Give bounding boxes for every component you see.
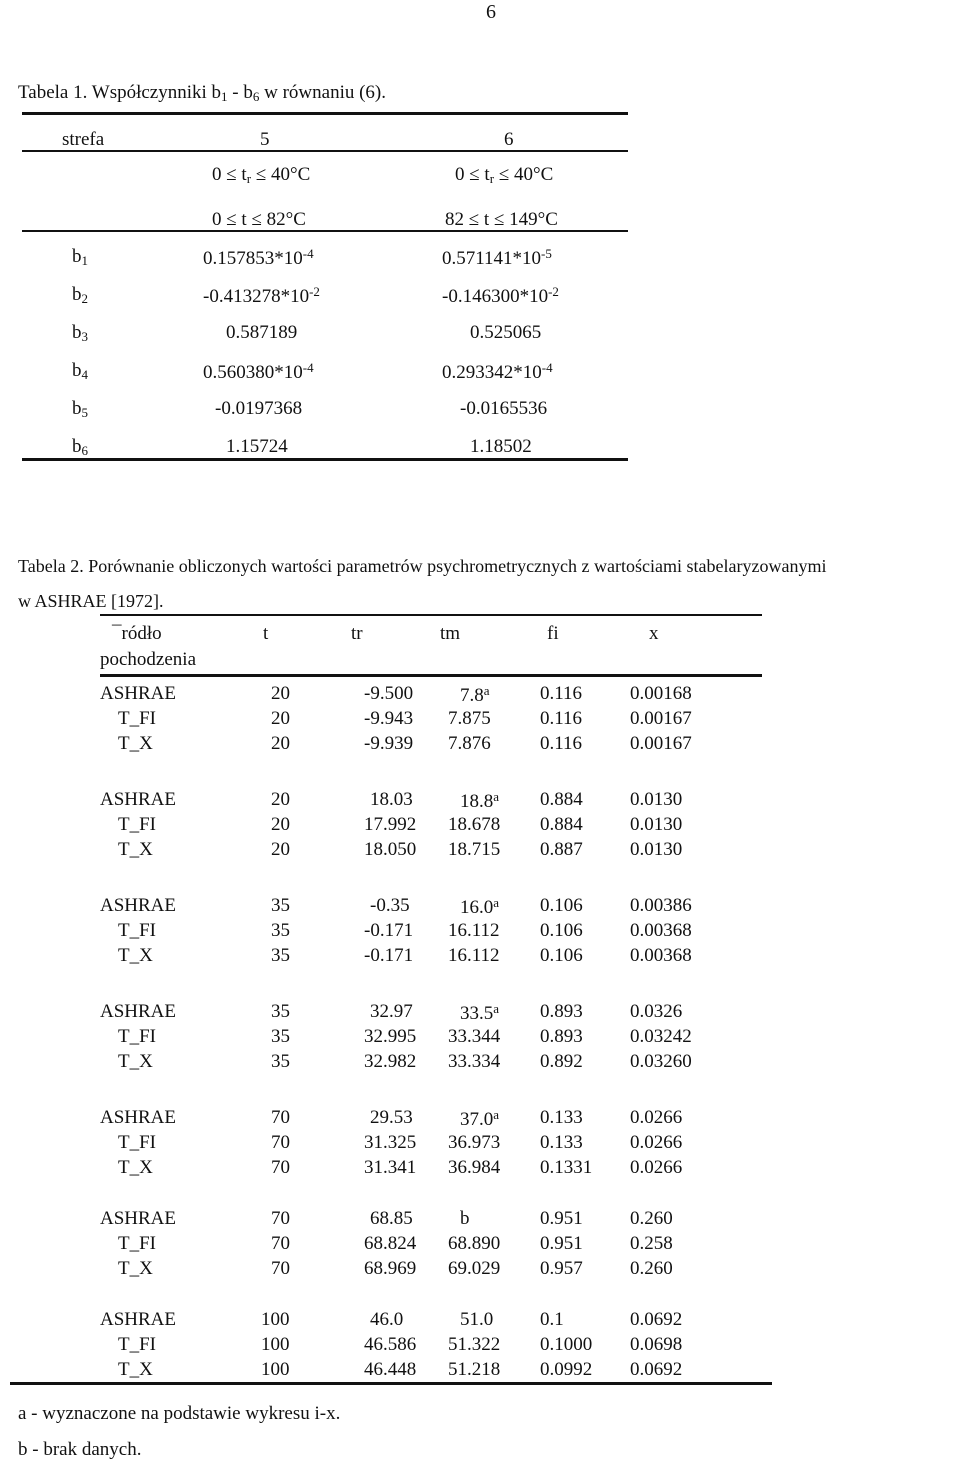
tm-value: 18.715 xyxy=(448,839,501,860)
source-cell: T_FI xyxy=(118,1233,156,1254)
footnote-mark: a xyxy=(493,789,500,804)
fi-cell: 0.106 xyxy=(540,945,583,966)
t-cell: 20 xyxy=(271,789,290,810)
fi-cell: 0.884 xyxy=(540,814,583,835)
x-cell: 0.00167 xyxy=(630,733,692,754)
t-cell: 70 xyxy=(271,1107,290,1128)
tm-cell xyxy=(448,1158,500,1177)
fi-cell: 0.884 xyxy=(540,789,583,810)
fi-cell: 0.106 xyxy=(540,920,583,941)
source-cell: ASHRAE xyxy=(100,1309,177,1330)
footnote-mark: a xyxy=(483,683,490,698)
footnote-mark: a xyxy=(493,1001,500,1016)
tm-value: 18.8 xyxy=(460,791,494,812)
x-cell: 0.00386 xyxy=(630,895,692,916)
tm-cell xyxy=(460,1002,499,1023)
coef-value: 0.571141*10 xyxy=(442,248,542,269)
tm-value: 33.344 xyxy=(448,1026,501,1047)
fi-cell: 0.116 xyxy=(540,708,583,729)
table1-bottom-rule xyxy=(22,458,628,461)
source-cell: ASHRAE xyxy=(100,1107,177,1128)
tm-value: 16.0 xyxy=(460,897,494,918)
table1-t-range-5: 0 ≤ t ≤ 82°C xyxy=(212,209,306,230)
header-source-2: pochodzenia xyxy=(100,649,197,670)
table1-header-rule xyxy=(22,150,628,152)
coef-exp: -2 xyxy=(309,284,320,299)
t-cell: 35 xyxy=(271,895,290,916)
fi-cell: 0.893 xyxy=(540,1001,583,1022)
fi-cell: 0.893 xyxy=(540,1026,583,1047)
x-cell: 0.258 xyxy=(630,1233,673,1254)
source-cell: T_FI xyxy=(118,1334,156,1355)
source-cell: T_X xyxy=(118,1359,153,1380)
source-cell: T_FI xyxy=(118,708,156,729)
coef-zone6 xyxy=(470,323,541,342)
coef-value: 0.587189 xyxy=(226,322,298,343)
tm-cell xyxy=(460,1209,470,1228)
coef-value: 1.18502 xyxy=(470,436,532,457)
footnote-mark: a xyxy=(493,1107,500,1122)
tr-cell: 68.969 xyxy=(364,1258,417,1279)
table1-t-range-6: 82 ≤ t ≤ 149°C xyxy=(445,209,558,230)
x-cell: 0.0692 xyxy=(630,1309,683,1330)
x-cell: 0.0266 xyxy=(630,1107,683,1128)
coef-label xyxy=(72,247,88,267)
source-cell: T_X xyxy=(118,1051,153,1072)
coef-zone6 xyxy=(460,399,547,418)
x-cell: 0.03242 xyxy=(630,1026,692,1047)
table1-tr-range-5 xyxy=(212,165,310,185)
fi-cell: 0.1331 xyxy=(540,1157,593,1178)
source-cell: ASHRAE xyxy=(100,683,177,704)
coef-base: b xyxy=(72,436,82,457)
header-tr: tr xyxy=(351,623,363,644)
coef-exp: -4 xyxy=(302,360,314,375)
range-text: 0 ≤ t xyxy=(212,164,247,185)
tm-cell xyxy=(448,1234,500,1253)
t-cell: 35 xyxy=(271,1051,290,1072)
tr-cell: 46.586 xyxy=(364,1334,417,1355)
source-cell: ASHRAE xyxy=(100,895,177,916)
x-cell: 0.0698 xyxy=(630,1334,683,1355)
coef-exp: -4 xyxy=(302,246,314,261)
fi-cell: 0.1000 xyxy=(540,1334,593,1355)
tm-cell xyxy=(460,1310,493,1329)
coef-exp: -4 xyxy=(541,360,553,375)
t-cell: 35 xyxy=(271,1001,290,1022)
x-cell: 0.03260 xyxy=(630,1051,692,1072)
x-cell: 0.0326 xyxy=(630,1001,683,1022)
coef-sub: 3 xyxy=(81,329,88,344)
source-cell: T_FI xyxy=(118,920,156,941)
tm-value: 33.334 xyxy=(448,1051,501,1072)
tm-cell xyxy=(448,1052,500,1071)
coef-value: 0.560380*10 xyxy=(203,362,303,383)
fi-cell: 0.106 xyxy=(540,895,583,916)
tr-cell: -9.943 xyxy=(364,708,414,729)
t-cell: 100 xyxy=(261,1309,290,1330)
footnote-a: a - wyznaczone na podstawie wykresu i-x. xyxy=(18,1403,341,1424)
source-cell: T_X xyxy=(118,945,153,966)
x-cell: 0.00368 xyxy=(630,945,692,966)
tr-cell: 68.824 xyxy=(364,1233,417,1254)
tr-cell: 46.448 xyxy=(364,1359,417,1380)
coef-label xyxy=(72,437,88,457)
range-text: 0 ≤ t xyxy=(455,164,490,185)
coef-zone6 xyxy=(442,361,553,382)
table1-caption xyxy=(18,83,386,103)
header-fi: fi xyxy=(547,623,559,644)
coef-label xyxy=(72,285,88,305)
tm-value: b xyxy=(460,1208,470,1229)
coef-base: b xyxy=(72,360,82,381)
t-cell: 20 xyxy=(271,733,290,754)
coef-base: b xyxy=(72,284,82,305)
tm-cell xyxy=(460,684,490,705)
table1-col-label: strefa xyxy=(62,129,105,150)
tm-value: 33.5 xyxy=(460,1003,494,1024)
range-text: ≤ 40°C xyxy=(494,164,554,185)
tm-cell xyxy=(448,1335,500,1354)
header-x: x xyxy=(649,623,659,644)
page-number: 6 xyxy=(486,1,496,23)
t-cell: 70 xyxy=(271,1233,290,1254)
x-cell: 0.00368 xyxy=(630,920,692,941)
tm-cell xyxy=(448,815,500,834)
fi-cell: 0.133 xyxy=(540,1132,583,1153)
coef-label xyxy=(72,323,88,343)
tm-value: 51.218 xyxy=(448,1359,501,1380)
fi-cell: 0.951 xyxy=(540,1233,583,1254)
t-cell: 70 xyxy=(271,1208,290,1229)
tm-value: 18.678 xyxy=(448,814,501,835)
tr-cell: -9.500 xyxy=(364,683,414,704)
t-cell: 20 xyxy=(271,708,290,729)
tm-value: 36.984 xyxy=(448,1157,501,1178)
fi-cell: 0.133 xyxy=(540,1107,583,1128)
tr-cell: -9.939 xyxy=(364,733,414,754)
coef-zone5 xyxy=(203,247,314,268)
x-cell: 0.00167 xyxy=(630,708,692,729)
source-cell: T_X xyxy=(118,839,153,860)
tr-cell: 32.97 xyxy=(370,1001,413,1022)
table1-zone-5: 5 xyxy=(260,129,270,150)
coef-sub: 6 xyxy=(81,443,88,458)
caption-sub: 1 xyxy=(221,89,228,104)
tr-cell: 18.03 xyxy=(370,789,413,810)
table2-caption-line2: w ASHRAE [1972]. xyxy=(18,591,164,611)
t-cell: 20 xyxy=(271,839,290,860)
coef-value: 0.525065 xyxy=(470,322,542,343)
tr-cell: 17.992 xyxy=(364,814,417,835)
x-cell: 0.0130 xyxy=(630,814,683,835)
tm-value: 16.112 xyxy=(448,920,500,941)
t-cell: 70 xyxy=(271,1157,290,1178)
t-cell: 20 xyxy=(271,814,290,835)
source-cell: ASHRAE xyxy=(100,1208,177,1229)
fi-cell: 0.1 xyxy=(540,1309,564,1330)
coef-sub: 1 xyxy=(81,253,88,268)
table2-top-rule xyxy=(100,614,762,616)
tm-cell xyxy=(448,840,500,859)
coef-base: b xyxy=(72,246,82,267)
coef-value: 1.15724 xyxy=(226,436,288,457)
x-cell: 0.0692 xyxy=(630,1359,683,1380)
coef-value: 0.293342*10 xyxy=(442,362,542,383)
footnote-b: b - brak danych. xyxy=(18,1439,142,1460)
coef-zone6 xyxy=(442,285,559,306)
tr-cell: -0.35 xyxy=(370,895,410,916)
fi-cell: 0.116 xyxy=(540,683,583,704)
fi-cell: 0.951 xyxy=(540,1208,583,1229)
fi-cell: 0.116 xyxy=(540,733,583,754)
caption-text: w równaniu (6). xyxy=(259,82,387,103)
header-t: t xyxy=(263,623,269,644)
tm-value: 68.890 xyxy=(448,1233,501,1254)
coef-base: b xyxy=(72,398,82,419)
tr-cell: 31.325 xyxy=(364,1132,417,1153)
tm-cell xyxy=(460,896,499,917)
coef-zone5 xyxy=(215,399,302,418)
fi-cell: 0.0992 xyxy=(540,1359,593,1380)
tm-value: 7.875 xyxy=(448,708,491,729)
caption-sub: 6 xyxy=(252,89,260,104)
range-sub: r xyxy=(489,171,495,186)
coef-exp: -2 xyxy=(548,284,559,299)
coef-exp: -5 xyxy=(541,246,552,261)
tm-value: 7.8 xyxy=(460,685,484,706)
range-sub: r xyxy=(246,171,252,186)
coef-zone6 xyxy=(470,437,532,456)
coef-label xyxy=(72,361,88,381)
coef-zone5 xyxy=(226,437,288,456)
t-cell: 100 xyxy=(261,1334,290,1355)
tm-value: 16.112 xyxy=(448,945,500,966)
x-cell: 0.0130 xyxy=(630,839,683,860)
tm-cell xyxy=(448,1027,500,1046)
coef-value: -0.0165536 xyxy=(460,398,548,419)
header-source: ¯ródło xyxy=(112,623,162,644)
tm-value: 36.973 xyxy=(448,1132,501,1153)
tr-cell: 29.53 xyxy=(370,1107,413,1128)
caption-text: Tabela 1. Współczynniki b xyxy=(18,82,222,103)
tm-cell xyxy=(448,1133,500,1152)
source-cell: T_FI xyxy=(118,1026,156,1047)
tm-cell xyxy=(448,1259,500,1278)
tm-cell xyxy=(448,1360,500,1379)
tm-cell xyxy=(448,946,500,965)
x-cell: 0.260 xyxy=(630,1208,673,1229)
table1-top-rule xyxy=(22,112,628,115)
x-cell: 0.0266 xyxy=(630,1157,683,1178)
source-cell: ASHRAE xyxy=(100,1001,177,1022)
t-cell: 35 xyxy=(271,945,290,966)
t-cell: 35 xyxy=(271,920,290,941)
coef-label xyxy=(72,399,88,419)
t-cell: 70 xyxy=(271,1132,290,1153)
tr-cell: -0.171 xyxy=(364,920,414,941)
x-cell: 0.260 xyxy=(630,1258,673,1279)
tm-cell xyxy=(448,921,500,940)
coef-value: -0.413278*10 xyxy=(203,286,310,307)
coef-value: 0.157853*10 xyxy=(203,248,303,269)
tm-value: 37.0 xyxy=(460,1109,494,1130)
t-cell: 35 xyxy=(271,1026,290,1047)
source-cell: T_FI xyxy=(118,814,156,835)
table2-caption-line1: Tabela 2. Porównanie obliczonych wartości parametrów psychrometrycznych z wartościami stabelaryzowanymi xyxy=(18,556,827,576)
header-tm: tm xyxy=(440,623,461,644)
tr-cell: 31.341 xyxy=(364,1157,417,1178)
tm-value: 51.0 xyxy=(460,1309,494,1330)
coef-zone5 xyxy=(203,361,314,382)
source-cell: ASHRAE xyxy=(100,789,177,810)
x-cell: 0.0130 xyxy=(630,789,683,810)
caption-text: - b xyxy=(227,82,253,103)
coef-value: -0.0197368 xyxy=(215,398,303,419)
tm-value: 69.029 xyxy=(448,1258,501,1279)
tm-cell xyxy=(460,1108,499,1129)
tr-cell: 32.995 xyxy=(364,1026,417,1047)
tr-cell: 32.982 xyxy=(364,1051,417,1072)
table2-bottom-rule xyxy=(10,1382,772,1385)
coef-sub: 2 xyxy=(81,291,88,306)
source-cell: T_X xyxy=(118,733,153,754)
coef-sub: 5 xyxy=(81,405,88,420)
table2-header-rule xyxy=(100,674,762,677)
fi-cell: 0.957 xyxy=(540,1258,583,1279)
table1-tr-range-6 xyxy=(455,165,553,185)
t-cell: 20 xyxy=(271,683,290,704)
source-cell: T_X xyxy=(118,1157,153,1178)
fi-cell: 0.892 xyxy=(540,1051,583,1072)
fi-cell: 0.887 xyxy=(540,839,583,860)
t-cell: 70 xyxy=(271,1258,290,1279)
tr-cell: 18.050 xyxy=(364,839,417,860)
source-cell: T_X xyxy=(118,1258,153,1279)
tm-cell xyxy=(460,790,499,811)
tm-cell xyxy=(448,709,491,728)
tm-value: 7.876 xyxy=(448,733,491,754)
coef-zone5 xyxy=(203,285,320,306)
tr-cell: 68.85 xyxy=(370,1208,413,1229)
range-text: ≤ 40°C xyxy=(251,164,311,185)
coef-zone6 xyxy=(442,247,552,268)
tr-cell: -0.171 xyxy=(364,945,414,966)
tm-value: 51.322 xyxy=(448,1334,501,1355)
source-cell: T_FI xyxy=(118,1132,156,1153)
table1-zone-6: 6 xyxy=(504,129,514,150)
tm-cell xyxy=(448,734,491,753)
coef-zone5 xyxy=(226,323,297,342)
table1-sub-rule xyxy=(22,230,628,232)
tr-cell: 46.0 xyxy=(370,1309,404,1330)
coef-base: b xyxy=(72,322,82,343)
x-cell: 0.00168 xyxy=(630,683,692,704)
x-cell: 0.0266 xyxy=(630,1132,683,1153)
footnote-mark: a xyxy=(493,895,500,910)
t-cell: 100 xyxy=(261,1359,290,1380)
coef-sub: 4 xyxy=(81,367,88,382)
coef-value: -0.146300*10 xyxy=(442,286,549,307)
